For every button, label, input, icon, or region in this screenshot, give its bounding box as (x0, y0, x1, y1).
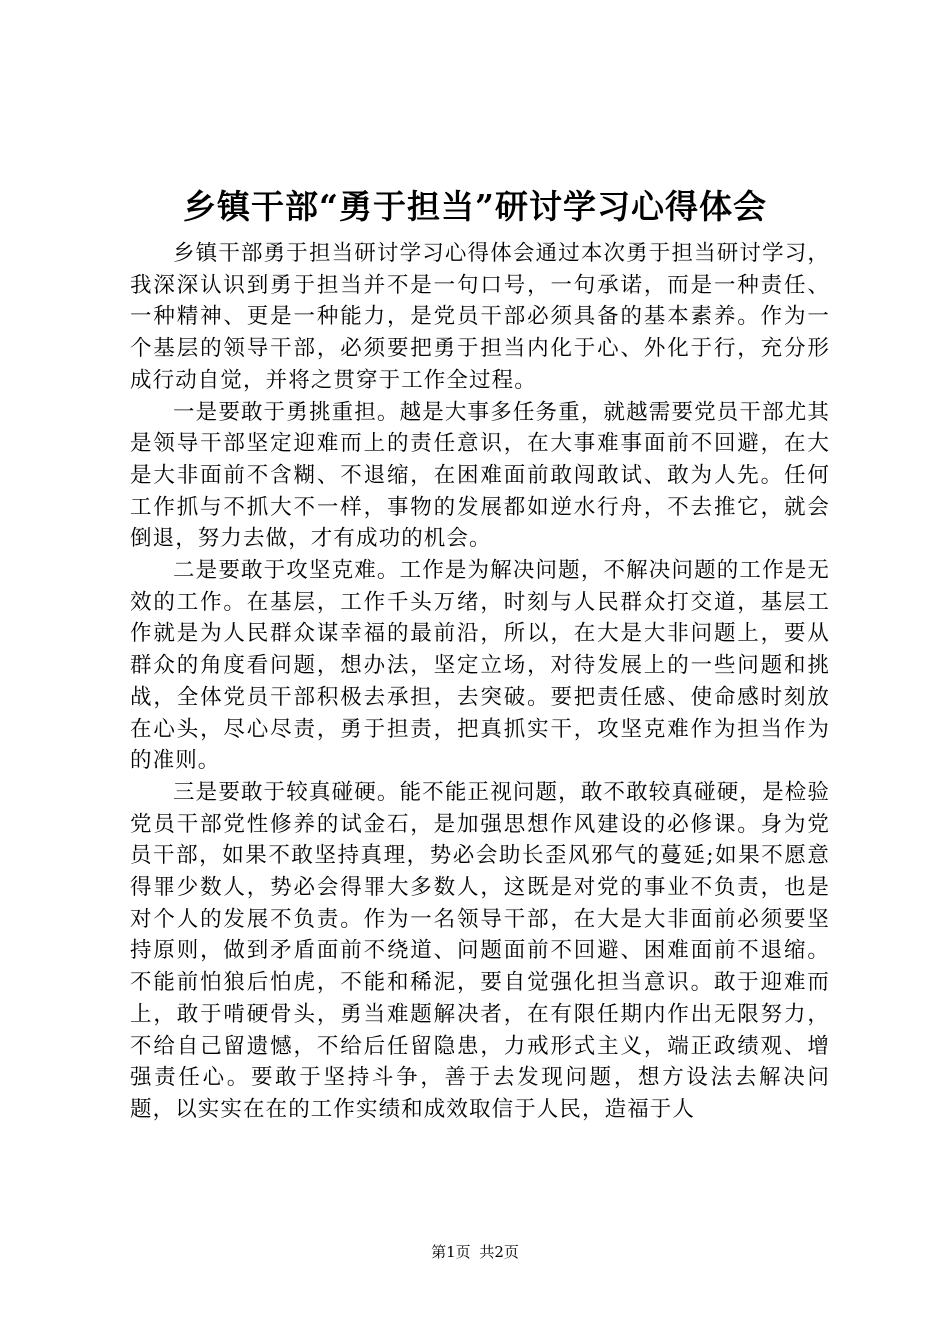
paragraph-intro: 乡镇干部勇于担当研讨学习心得体会通过本次勇于担当研讨学习，我深深认识到勇于担当并不是一句口号，一句承诺，而是一种责任、一种精神、更是一种能力，是党员干部必须具备的基本素养。作为一个基层的领导干部，必须要把勇于担当内化于心、外化于行，充分形成行动自觉，并将之贯穿于工作全过程。 (130, 241, 830, 393)
document-body (130, 238, 830, 1126)
page-total: 共2页 (479, 1243, 519, 1261)
paragraph-point-one: 一是要敢于勇挑重担。越是大事多任务重，就越需要党员干部尤其是领导干部坚定迎难而上的责任意识，在大事难事面前不回避，在大是大非面前不含糊、不退缩，在困难面前敢闯敢试、敢为人先。任何工作抓与不抓大不一样，事物的发展都如逆水行舟，不去推它，就会倒退，努力去做，才有成功的机会。 (130, 399, 830, 552)
paragraph-point-two: 二是要敢于攻坚克难。工作是为解决问题，不解决问题的工作是无效的工作。在基层，工作千头万绪，时刻与人民群众打交道，基层工作就是为人民群众谋幸福的最前沿，所以，在大是大非问题上，要从群众的角度看问题，想办法，坚定立场，对待发展上的一些问题和挑战，全体党员干部积极去承担，去突破。要把责任感、使命感时刻放在心头，尽心尽责，勇于担责，把真抓实干，攻坚克难作为担当作为的准则。 (130, 558, 830, 774)
page-footer (0, 1242, 950, 1262)
paragraph-point-three: 三是要敢于较真碰硬。能不能正视问题，敢不敢较真碰硬，是检验党员干部党性修养的试金石，是加强思想作风建设的必修课。身为党员干部，如果不敢坚持真理，势必会助长歪风邪气的蔓延;如果不愿意得罪少数人，势必会得罪大多数人，这既是对党的事业不负责，也是对个人的发展不负责。作为一名领导干部，在大是大非面前必须要坚持原则，做到矛盾面前不绕道、问题面前不回避、困难面前不退缩。不能前怕狼后怕虎，不能和稀泥，要自觉强化担当意识。敢于迎难而上，敢于啃硬骨头，勇当难题解决者，在有限任期内作出无限努力，不给自己留遗憾，不给后任留隐患，力戒形式主义，端正政绩观、增强责任心。要敢于坚持斗争，善于去发现问题，想方设法去解决问题，以实实在在的工作实绩和成效取信于人民，造福于人 (130, 779, 830, 1122)
page-number: 第1页 (431, 1243, 471, 1261)
document-title: 乡镇干部“勇于担当”研讨学习心得体会 (183, 187, 767, 226)
